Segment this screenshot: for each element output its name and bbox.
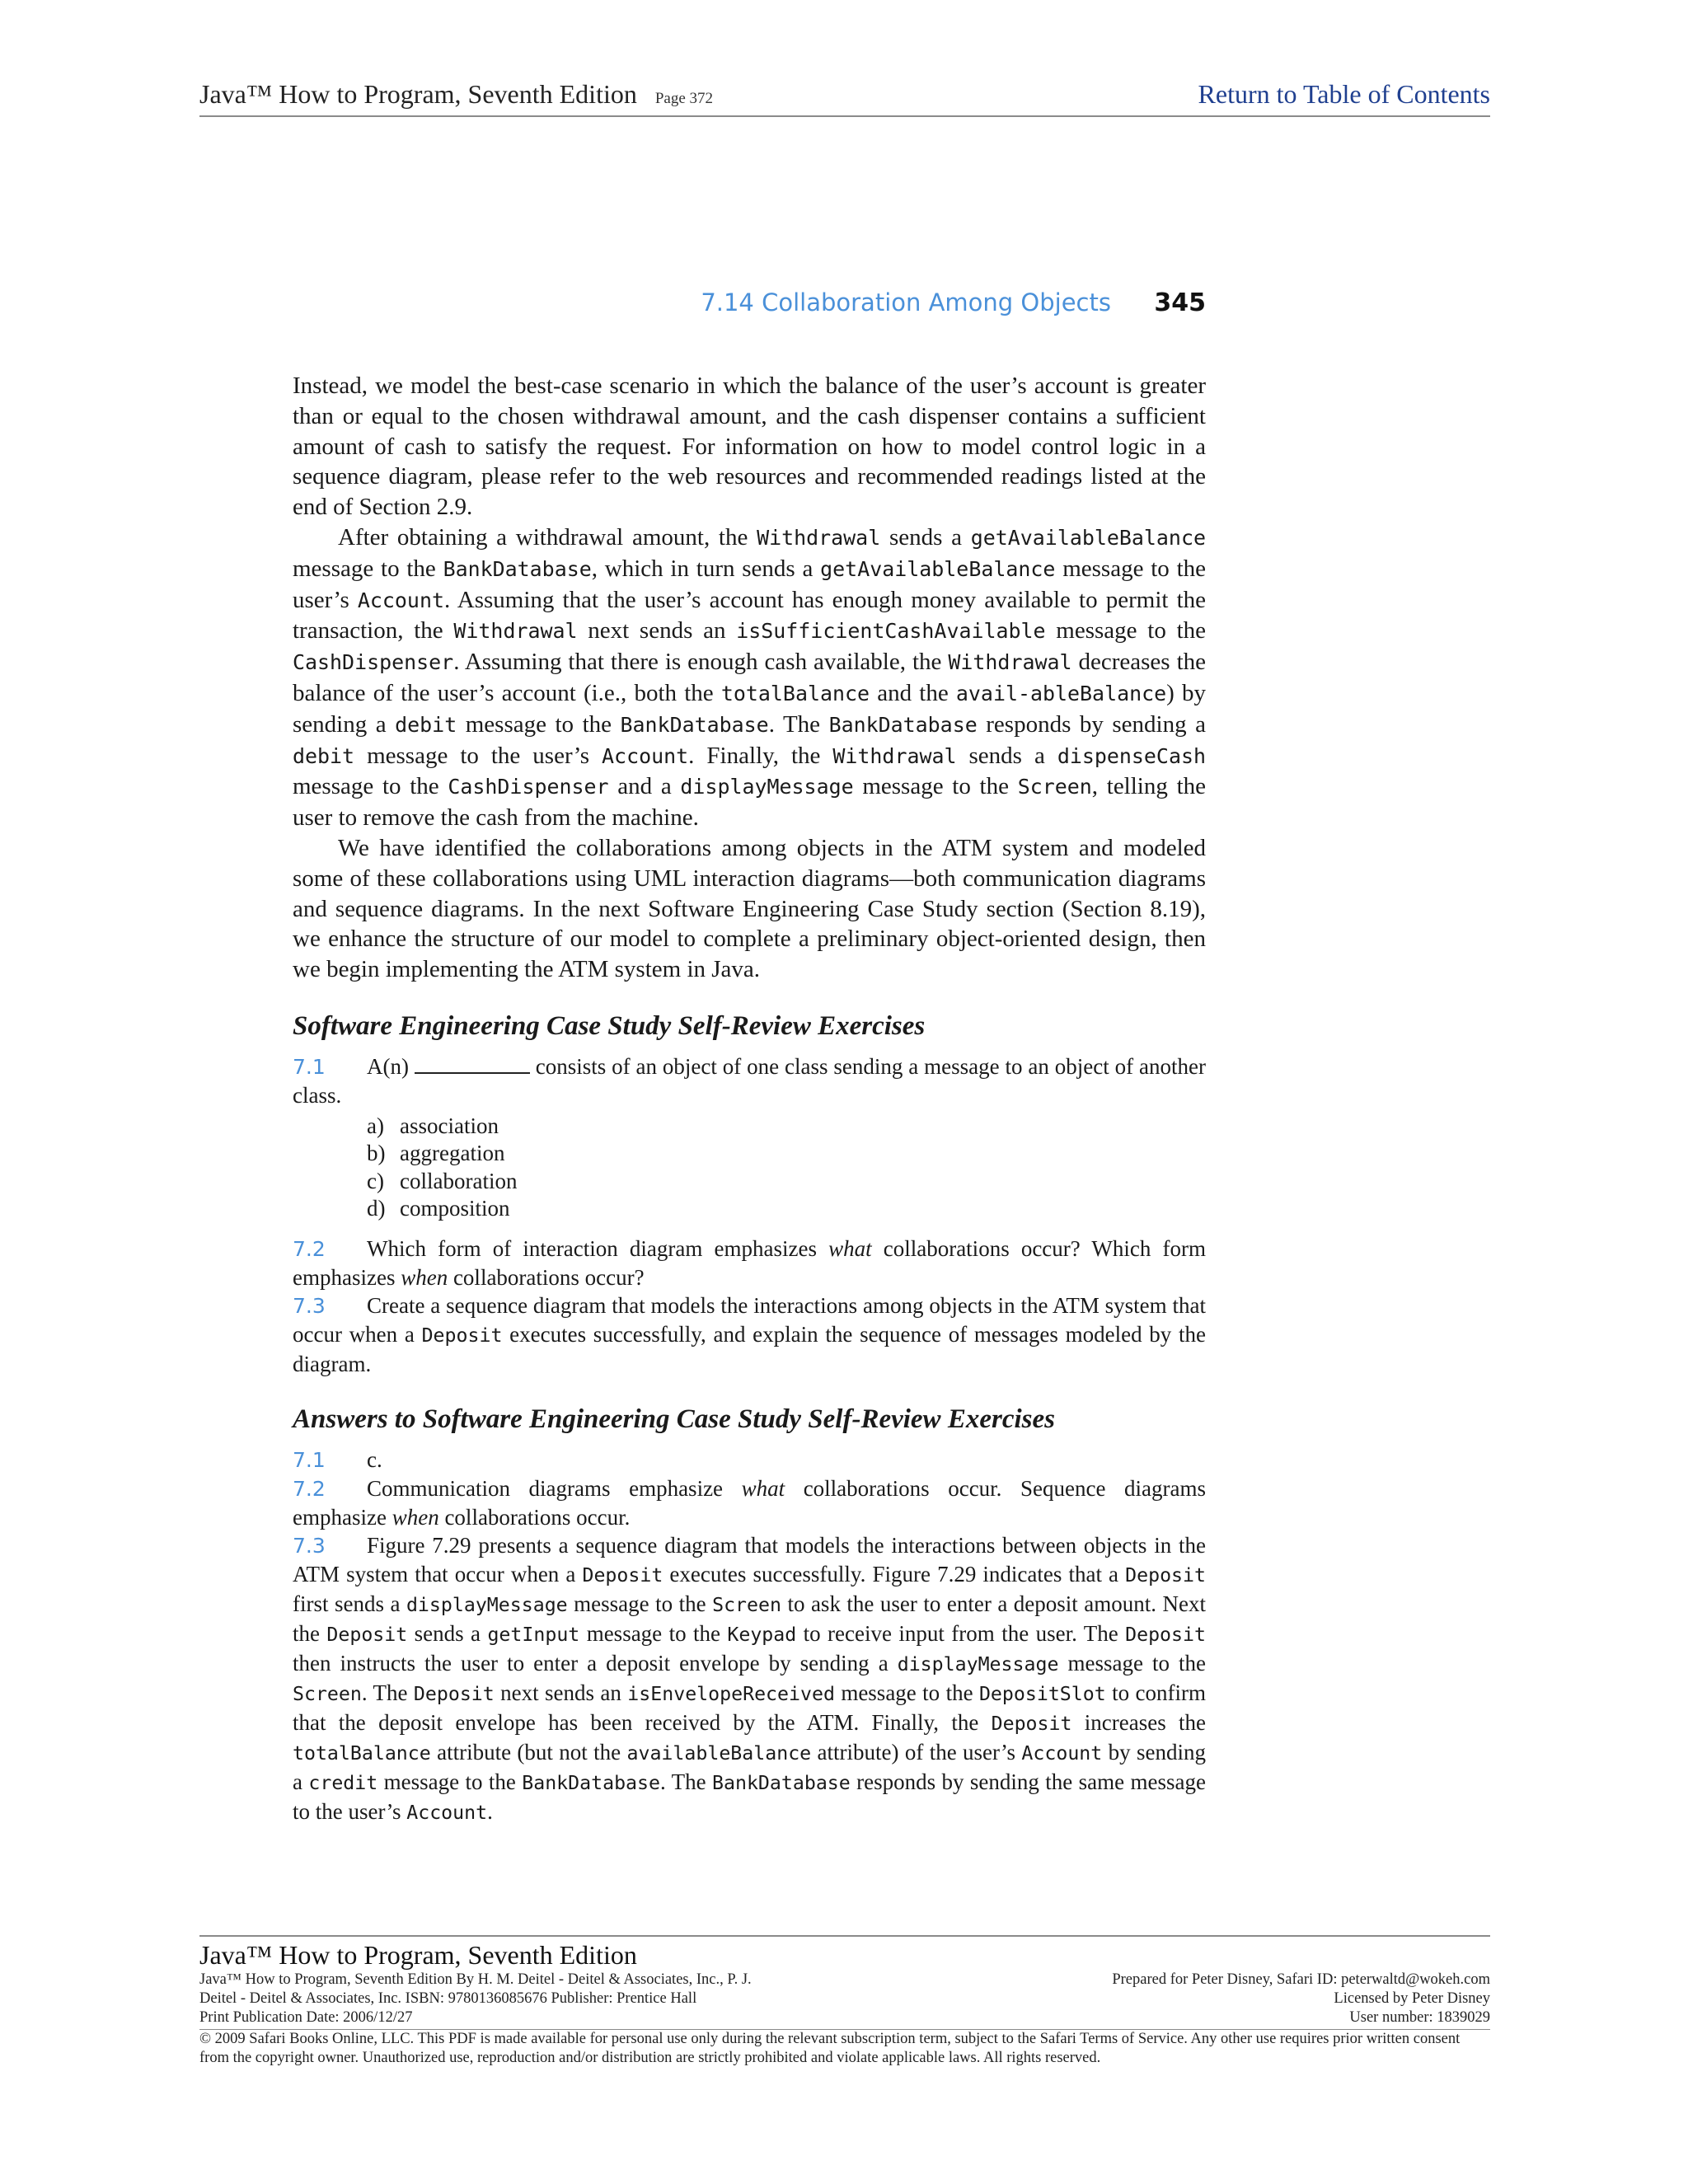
text-run: sends a	[407, 1620, 488, 1646]
return-to-toc-link[interactable]: Return to Table of Contents	[1198, 79, 1490, 109]
code-term: Keypad	[727, 1623, 797, 1646]
code-term: Account	[406, 1801, 488, 1824]
option-c: c) collaboration	[367, 1168, 518, 1193]
code-term: Deposit	[1125, 1623, 1206, 1646]
code-term: Account	[357, 588, 444, 612]
code-term: Account	[1021, 1741, 1103, 1765]
text-run: message to the user’s	[354, 742, 603, 769]
code-term: BankDatabase	[712, 1771, 851, 1794]
text-run: message to the	[293, 773, 448, 800]
code-term: Withdrawal	[948, 650, 1072, 675]
footer-authors: Java™ How to Program, Seventh Edition By H. M. Deitel - Deitel & Associates, Inc., P. J.	[199, 1971, 752, 1988]
text-run: Which form of interaction diagram emphasizes	[367, 1235, 829, 1261]
text-run: message to the user’s	[293, 555, 1206, 613]
footer-licensed-by: Licensed by Peter Disney	[1334, 1990, 1490, 2007]
text-run: sends a	[880, 523, 971, 551]
footer-user-number: User number: 1839029	[1349, 2009, 1490, 2026]
code-term: Screen	[712, 1593, 781, 1616]
code-term: getInput	[487, 1623, 580, 1646]
page-content	[293, 371, 1206, 1827]
text-run: by sending a	[293, 1739, 1206, 1794]
code-term: Withdrawal	[453, 619, 578, 644]
text-run: . Assuming that the user’s account has enough money available to permit the transaction, the	[293, 586, 1206, 644]
text-run: and a	[608, 773, 681, 800]
code-term: displayMessage	[897, 1652, 1059, 1675]
exercise-number: 7.1	[293, 1447, 326, 1472]
code-term: BankDatabase	[443, 556, 592, 581]
code-term: Withdrawal	[757, 525, 881, 550]
text-run: responds by sending a	[977, 710, 1207, 738]
text-run: , which in turn sends a	[591, 555, 821, 582]
text-run: message to the	[377, 1769, 523, 1794]
text-run: collaborations occur.	[438, 1504, 631, 1530]
text-run: sends a	[956, 742, 1057, 769]
body-paragraph-3: We have identified the collaborations among objects in the ATM system and modeled some of these collaborations using UML interaction diagrams—both communication diagrams and sequence diagrams. In the next Software Engineering Case Study section (Section 8.19), we enhance the structure of our model to complete a preliminary object-oriented design, then we begin implementing the ATM system in Java.	[293, 834, 1206, 983]
exercises-heading: Software Engineering Case Study Self-Review Exercises	[293, 1010, 926, 1041]
text-run: decreases the balance of the user’s account (i.e., both the	[293, 649, 1207, 706]
page-number: 345	[1154, 288, 1206, 317]
text-run: collaborations occur? Which form emphasizes	[293, 1235, 1206, 1290]
text-run: executes successfully, and explain the sequence of messages modeled by the diagram.	[293, 1321, 1206, 1376]
code-term: getAvailableBalance	[820, 556, 1056, 581]
exercise-text: A(n)	[367, 1053, 415, 1079]
code-term: Screen	[293, 1682, 362, 1705]
exercise-number: 7.2	[293, 1476, 326, 1501]
option-b: b) aggregation	[367, 1141, 505, 1166]
code-term: debit	[293, 743, 355, 768]
text-run: ) by sending a	[293, 679, 1206, 738]
exercise-number: 7.3	[293, 1293, 326, 1318]
body-paragraph-2	[293, 523, 1206, 833]
exercise-7-3	[293, 1291, 1206, 1378]
text-run: collaborations occur. Sequence diagrams emphasize	[293, 1475, 1206, 1530]
code-term: getAvailableBalance	[970, 525, 1206, 550]
code-term: isSufficientCashAvailable	[736, 619, 1046, 644]
page-footer	[199, 1935, 1490, 2068]
text-run: message to the	[457, 710, 621, 738]
exercise-text: consists of an object of one class sending a message to an object of another class.	[293, 1053, 1206, 1108]
code-term: isEnvelopeReceived	[627, 1682, 835, 1705]
answer-7-3	[293, 1531, 1206, 1827]
code-term: Deposit	[326, 1623, 408, 1646]
answer-7-2	[293, 1474, 1206, 1531]
text-run: message to the	[1045, 617, 1206, 644]
exercise-options	[367, 1113, 1206, 1223]
footer-pub-date: Print Publication Date: 2006/12/27	[199, 2009, 413, 2026]
text-run: to ask the user to enter a deposit amount. Next the	[293, 1591, 1206, 1646]
text-run: and the	[870, 679, 956, 706]
text-run: c.	[367, 1446, 382, 1472]
text-run: message to the	[579, 1620, 728, 1646]
text-run: next sends an	[494, 1680, 628, 1705]
emphasis: what	[828, 1235, 872, 1261]
option-d: d) composition	[367, 1196, 510, 1221]
exercise-number: 7.2	[293, 1236, 326, 1261]
code-term: displayMessage	[406, 1593, 568, 1616]
text-run: next sends an	[577, 617, 737, 644]
text-run: , telling the user to remove the cash from the machine.	[293, 773, 1206, 832]
text-run: . The	[361, 1680, 414, 1705]
code-term: DepositSlot	[978, 1682, 1106, 1705]
header-book-title: Java™ How to Program, Seventh Edition Page 372	[199, 79, 714, 109]
exercise-7-1	[293, 1052, 1206, 1109]
text-run: Create a sequence diagram that models the interactions among objects in the ATM system that occur when a	[293, 1292, 1206, 1347]
text-run: . The	[768, 710, 829, 738]
text-run: message to the	[1058, 1650, 1206, 1675]
emphasis: what	[741, 1475, 785, 1501]
text-run: responds by sending the same message to the user’s	[293, 1769, 1206, 1824]
text-run: then instructs the user to enter a deposit envelope by sending a	[293, 1650, 898, 1675]
header-page-label: Page 372	[654, 90, 714, 107]
code-term: availableBalance	[626, 1741, 812, 1765]
body-paragraph-1: Instead, we model the best-case scenario in which the balance of the user’s account is greater than or equal to the chosen withdrawal amount, and the cash dispenser contains a sufficient amount of cash to satisfy the request. For information on how to model control logic in a sequence diagram, please refer to the web resources and recommended readings listed at the end of Section 2.9.	[293, 373, 1206, 521]
running-head-section: 7.14 Collaboration Among Objects	[701, 288, 1111, 316]
code-term: Screen	[1017, 775, 1092, 799]
footer-isbn: Deitel - Deitel & Associates, Inc. ISBN: 9780136085676 Publisher: Prentice Hall	[199, 1990, 697, 2007]
code-term: credit	[308, 1771, 378, 1794]
footer-copyright: © 2009 Safari Books Online, LLC. This PDF is made available for personal use only during the relevant subscription term, subject to the Safari Terms of Service. Any other use requires prior written consent from the copyright owner. Unauthorized use, reproduction and/or distribution are strictly prohibited and violate applicable laws. All rights reserved.	[199, 2029, 1490, 2068]
text-run: . Finally, the	[688, 742, 833, 769]
text-run: attribute) of the user’s	[811, 1739, 1022, 1765]
code-term: CashDispenser	[293, 650, 454, 675]
code-term: debit	[395, 712, 457, 737]
emphasis: when	[401, 1264, 448, 1290]
code-term: avail-ableBalance	[955, 681, 1167, 705]
emphasis: when	[392, 1504, 439, 1530]
text-run: message to the	[834, 1680, 979, 1705]
answers-heading: Answers to Software Engineering Case Study Self-Review Exercises	[293, 1404, 1055, 1434]
code-term: Deposit	[1125, 1563, 1206, 1586]
text-run: . Assuming that there is enough cash available, the	[453, 649, 949, 676]
text-run: collaborations occur?	[448, 1264, 645, 1290]
code-term: BankDatabase	[522, 1771, 660, 1794]
code-term: totalBalance	[293, 1741, 431, 1765]
code-term: CashDispenser	[448, 775, 609, 799]
text-run: increases the	[1071, 1709, 1206, 1735]
code-term: BankDatabase	[828, 712, 978, 737]
text-run: Figure 7.29 presents a sequence diagram that models the interactions between objects in the ATM system that occur when a	[293, 1532, 1206, 1586]
code-term: Deposit	[991, 1712, 1072, 1735]
page-header	[199, 76, 1490, 117]
code-term: Withdrawal	[832, 743, 957, 768]
option-a: a) association	[367, 1113, 499, 1138]
footer-prepared-for: Prepared for Peter Disney, Safari ID: peterwaltd@wokeh.com	[1112, 1971, 1490, 1988]
footer-book-title: Java™ How to Program, Seventh Edition	[199, 1940, 637, 1970]
code-term: BankDatabase	[620, 712, 769, 737]
text-run: message to the	[853, 773, 1018, 800]
code-term: dispenseCash	[1057, 743, 1206, 768]
running-head	[293, 288, 1206, 325]
code-term: Deposit	[413, 1682, 495, 1705]
answer-7-1	[293, 1446, 1206, 1474]
text-run: attribute (but not the	[430, 1739, 627, 1765]
fill-in-blank	[415, 1054, 530, 1074]
code-term: totalBalance	[720, 681, 870, 705]
text-run: . The	[660, 1769, 713, 1794]
text-run: to confirm that the deposit envelope has been received by the ATM. Finally, the	[293, 1680, 1206, 1735]
code-term: displayMessage	[680, 775, 854, 799]
code-term: Account	[602, 743, 689, 768]
text-run: executes successfully. Figure 7.29 indicates that a	[663, 1561, 1126, 1586]
text-run: After obtaining a withdrawal amount, the	[338, 523, 757, 551]
text-run: message to the	[567, 1591, 713, 1616]
exercise-number: 7.3	[293, 1533, 326, 1558]
text-run: Communication diagrams emphasize	[367, 1475, 742, 1501]
text-run: message to the	[293, 555, 443, 582]
exercise-number: 7.1	[293, 1054, 326, 1079]
code-term: Deposit	[421, 1324, 503, 1347]
code-term: Deposit	[582, 1563, 663, 1586]
text-run: to receive input from the user. The	[796, 1620, 1126, 1646]
exercise-7-2	[293, 1235, 1206, 1291]
text-run: first sends a	[293, 1591, 406, 1616]
text-run: .	[487, 1798, 493, 1824]
